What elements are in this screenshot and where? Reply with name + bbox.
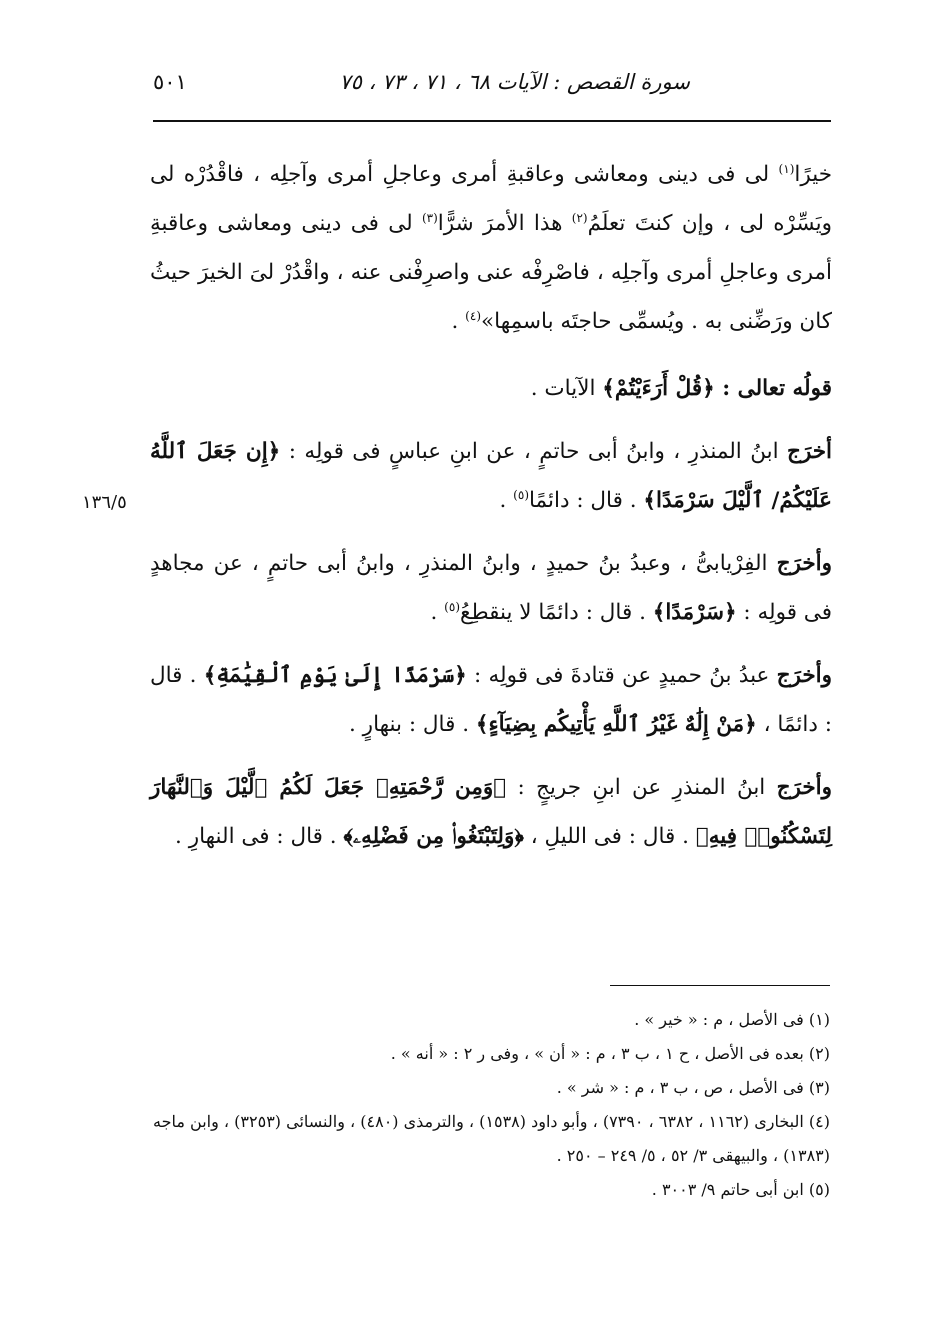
text-run: . قال : دائمًا لا ينقطِعُ bbox=[460, 600, 653, 625]
text-run: ابنُ المنذرِ عن ابنِ جريجٍ : bbox=[506, 775, 777, 800]
paragraph-report-2 bbox=[150, 539, 832, 637]
footnote: (٥) ابن أبى حاتم ٩/ ٣٠٠٣ . bbox=[651, 1180, 830, 1199]
text-run: . قال : فى النهارِ . bbox=[175, 824, 344, 849]
page-number: ٥٠١ bbox=[153, 70, 187, 94]
text-run: . bbox=[430, 600, 445, 625]
text-run: . قال : فى الليلِ ، bbox=[523, 824, 696, 849]
footnote-marker: (٥) bbox=[444, 599, 460, 614]
footnote: (١) فى الأصل ، م : « خير » . bbox=[634, 1010, 830, 1029]
text-run: عبدُ بنُ حميدٍ عن قتادةَ فى قولِه : bbox=[466, 663, 777, 688]
footnote: (٢) بعده فى الأصل ، ح ١ ، ب ٣ ، م : « أن » ، وفى ر ٢ : « أنه » . bbox=[390, 1044, 830, 1063]
footnote-marker: (٤) bbox=[465, 308, 481, 323]
paragraph-report-1 bbox=[150, 427, 832, 525]
heading-lead: قولُه تعالى : bbox=[714, 376, 832, 401]
quran-quote: ﴿وَلِتَبْتَغُوا۟ مِن فَضْلِهِۦ﴾ bbox=[343, 824, 524, 849]
footnote: (٤) البخارى (١١٦٢ ، ٦٣٨٢ ، ٧٣٩٠) ، وأبو داود (١٥٣٨) ، والترمذى (٤٨٠) ، والنسائى (٣٢٥٣) ، وابن ماجه (١٣٨٣) ، والبيهقى ٣/ ٥٢ ، ٥/ ٢٤٩ – ٢٥٠ . bbox=[153, 1112, 830, 1165]
paragraph-report-3 bbox=[150, 651, 832, 749]
text-run: . bbox=[451, 309, 466, 334]
text-run: . قال : دائمًا ، bbox=[150, 663, 832, 737]
report-lead: وأخرَج bbox=[776, 775, 832, 800]
footnote-marker: (١) bbox=[778, 161, 795, 176]
text-run: الآيات . bbox=[530, 376, 603, 401]
paragraph-hadith-end bbox=[150, 150, 832, 346]
text-run: . قال : دائمًا bbox=[529, 488, 644, 513]
report-lead: وأخرَج bbox=[776, 663, 833, 688]
text-run: لى فى دينى ومعاشى وعاقبةِ أمرى وعاجلِ أمرى وآجلِه ، فاصْرِفْه عنى واصرِفْنى عنه ، واقْدُرْ لىَ الخيرَ حيثُ كان ورَضِّنى به . ويُسمِّى حاجتَه باسمِها» bbox=[150, 211, 832, 334]
text-run: الفِرْيابىُّ ، وعبدُ بنُ حميدٍ ، وابنُ المنذرِ ، وابنُ أبى حاتمٍ ، عن مجاهدٍ فى قولِه : bbox=[150, 551, 832, 625]
quran-quote: ﴿قُلْ أَرَءَيْتُمْ﴾ bbox=[602, 376, 715, 401]
text-run: ابنُ المنذرِ ، وابنُ أبى حاتمٍ ، عن ابنِ عباسٍ فى قولِه : bbox=[280, 439, 787, 464]
paragraph-verse-heading bbox=[150, 364, 832, 413]
quran-quote: ﴿إِن جَعَلَ ٱللَّهُ عَلَيْكُمُ/ ٱلَّيْلَ سَرْمَدًا﴾ bbox=[150, 439, 832, 513]
quran-quote: ﴿سَرْمَدًا إِلَىٰ يَوْمِ ٱلْقِيَٰمَةِ﴾ bbox=[203, 663, 467, 688]
text-run: هذا الأمرَ شرًّا bbox=[437, 211, 572, 236]
footnote: (٣) فى الأصل ، ص ، ب ٣ ، م : « شر » . bbox=[556, 1078, 830, 1097]
quran-quote: ﴿وَمِن رَّحْمَتِهِۦ جَعَلَ لَكُمُ ٱلَّيْلَ وَٱلنَّهَارَ لِتَسْكُنُوا۟ فِيهِ﴾ bbox=[150, 775, 832, 849]
margin-reference: ١٣٦/٥ bbox=[82, 492, 127, 513]
running-header-title: سورة القصص : الآيات ٦٨ ، ٧١ ، ٧٣ ، ٧٥ bbox=[339, 70, 690, 94]
footnote-rule bbox=[610, 985, 830, 986]
quran-quote: ﴿مَنْ إِلَٰهٌ غَيْرُ ٱللَّهِ يَأْتِيكُم بِضِيَآءٍ﴾ bbox=[475, 712, 757, 737]
text-run: . قال : بنهارٍ . bbox=[349, 712, 476, 737]
quran-quote: ﴿سَرْمَدًا﴾ bbox=[652, 600, 737, 625]
footnotes bbox=[145, 1003, 830, 1207]
footnote-marker: (٢) bbox=[571, 210, 588, 225]
report-lead: وأخرَج bbox=[776, 551, 832, 576]
paragraph-report-4 bbox=[150, 763, 832, 861]
header-rule bbox=[153, 120, 831, 122]
footnote-marker: (٥) bbox=[513, 487, 529, 502]
text-run: خيرًا bbox=[794, 162, 832, 187]
text-run: لى فى دينى ومعاشى وعاقبةِ أمرى وعاجلِ أمرى وآجلِه ، فاقْدُرْه لى ويَسِّرْه لى ، وإن كنتَ تعلَمُ bbox=[150, 162, 832, 236]
report-lead: أخرَج bbox=[786, 439, 832, 464]
main-text bbox=[150, 150, 832, 875]
footnote-marker: (٣) bbox=[421, 210, 438, 225]
text-run: . bbox=[499, 488, 514, 513]
